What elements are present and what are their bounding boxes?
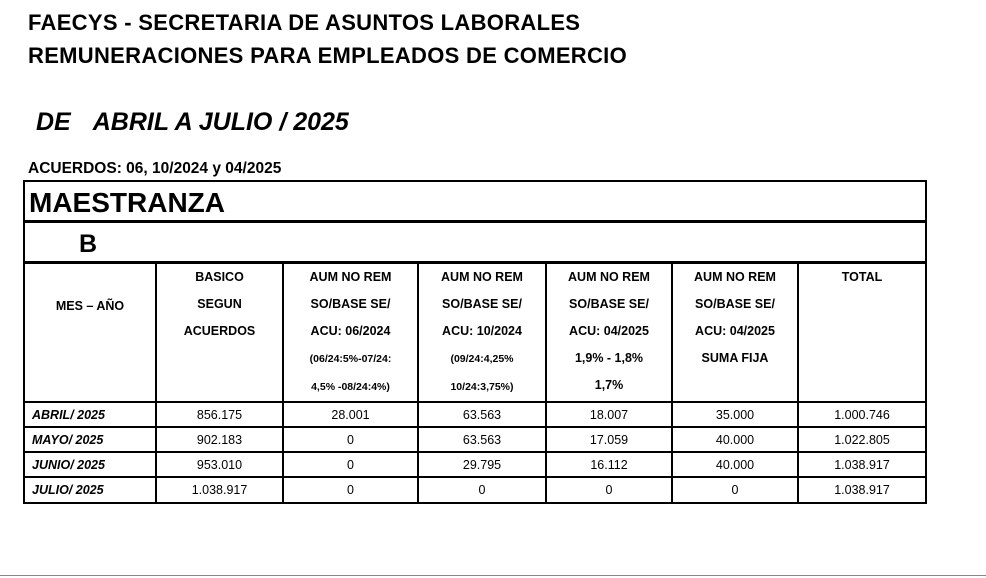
amount-cell: 29.795 — [418, 452, 546, 477]
column-header-note: (09/24:4,25% — [450, 353, 514, 365]
agreements-label: ACUERDOS: 06, 10/2024 y 04/2025 — [28, 160, 282, 177]
salary-table — [25, 264, 925, 502]
month-cell: ABRIL/ 2025 — [25, 402, 156, 427]
amount-cell: 35.000 — [672, 402, 798, 427]
amount-cell: 0 — [283, 477, 418, 502]
column-header-note: (06/24:5%-07/24: — [309, 353, 392, 365]
amount-cell: 28.001 — [283, 402, 418, 427]
amount-cell: 0 — [546, 477, 672, 502]
table-row — [25, 452, 925, 477]
page-bottom-rule — [0, 575, 986, 576]
column-header — [156, 264, 283, 402]
table-row — [25, 477, 925, 502]
amount-cell: 856.175 — [156, 402, 283, 427]
column-header-line: SO/BASE SE/ — [569, 297, 649, 311]
amount-cell: 63.563 — [418, 427, 546, 452]
column-header-line: AUM NO REM — [441, 270, 523, 284]
column-header-line: BASICO — [195, 270, 244, 284]
amount-cell: 902.183 — [156, 427, 283, 452]
column-header-line: SO/BASE SE/ — [442, 297, 522, 311]
amount-cell: 17.059 — [546, 427, 672, 452]
category-title: MAESTRANZA — [25, 182, 925, 223]
period-heading — [36, 108, 349, 137]
amount-cell: 16.112 — [546, 452, 672, 477]
amount-cell: 1.038.917 — [798, 477, 925, 502]
amount-cell: 1.038.917 — [798, 452, 925, 477]
column-header-line: ACU: 04/2025 — [569, 324, 649, 338]
table-row — [25, 427, 925, 452]
amount-cell: 1.000.746 — [798, 402, 925, 427]
column-header-mes-ano — [25, 264, 156, 402]
column-header-line: MES – AÑO — [55, 299, 125, 313]
amount-cell: 1.022.805 — [798, 427, 925, 452]
column-header-line: ACU: 06/2024 — [310, 324, 391, 338]
table-header-row — [25, 264, 925, 402]
amount-cell: 63.563 — [418, 402, 546, 427]
column-header — [418, 264, 546, 402]
column-header-line: TOTAL — [841, 270, 883, 284]
table-row — [25, 402, 925, 427]
column-header-note: 10/24:3,75%) — [450, 381, 514, 393]
month-cell: JULIO/ 2025 — [25, 477, 156, 502]
month-cell: JUNIO/ 2025 — [25, 452, 156, 477]
column-header — [672, 264, 798, 402]
column-header-line: AUM NO REM — [309, 270, 392, 284]
column-header-line: ACUERDOS — [183, 324, 256, 338]
month-cell: MAYO/ 2025 — [25, 427, 156, 452]
amount-cell: 0 — [418, 477, 546, 502]
amount-cell: 0 — [672, 477, 798, 502]
column-header-line: SO/BASE SE/ — [695, 297, 775, 311]
column-header-line: SEGUN — [197, 297, 242, 311]
amount-cell: 18.007 — [546, 402, 672, 427]
document-title-line-1: FAECYS - SECRETARIA DE ASUNTOS LABORALES — [28, 10, 581, 35]
salary-table-box — [23, 180, 927, 504]
column-header-line: ACU: 10/2024 — [442, 324, 522, 338]
column-header-line: SO/BASE SE/ — [310, 297, 391, 311]
column-header — [546, 264, 672, 402]
column-header — [283, 264, 418, 402]
column-header-note: 4,5% -08/24:4%) — [311, 381, 390, 393]
amount-cell: 0 — [283, 427, 418, 452]
column-header-line: SUMA FIJA — [701, 351, 769, 365]
amount-cell: 953.010 — [156, 452, 283, 477]
column-header-line: 1,7% — [594, 378, 624, 392]
period-range: ABRIL A JULIO / 2025 — [92, 108, 349, 136]
column-header-line: 1,9% - 1,8% — [574, 351, 644, 365]
table-body — [25, 402, 925, 502]
column-header — [798, 264, 925, 402]
amount-cell: 1.038.917 — [156, 477, 283, 502]
period-prefix: DE — [36, 108, 71, 136]
amount-cell: 0 — [283, 452, 418, 477]
document-title-line-2: REMUNERACIONES PARA EMPLEADOS DE COMERCIO — [28, 43, 628, 68]
amount-cell: 40.000 — [672, 452, 798, 477]
column-header-line: AUM NO REM — [694, 270, 776, 284]
subcategory-title: B — [25, 223, 925, 264]
column-header-line: AUM NO REM — [568, 270, 650, 284]
amount-cell: 40.000 — [672, 427, 798, 452]
column-header-line: ACU: 04/2025 — [695, 324, 775, 338]
